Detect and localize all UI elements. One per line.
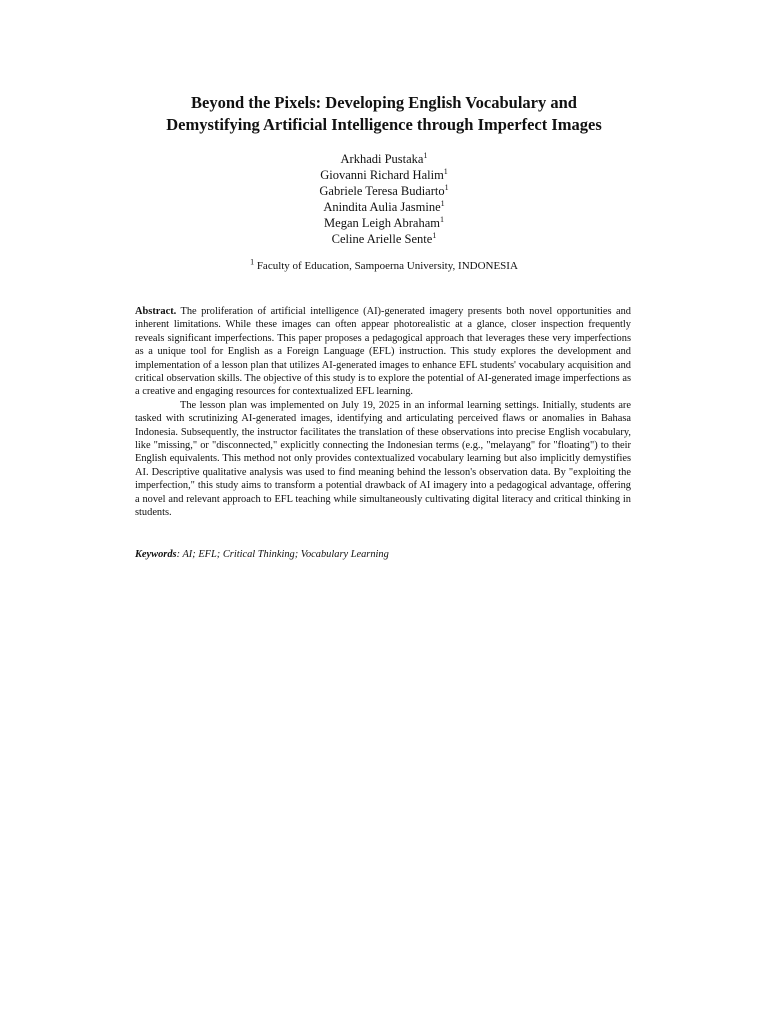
keywords-text: : AI; EFL; Critical Thinking; Vocabulary Learning xyxy=(176,549,389,560)
abstract-label: Abstract. xyxy=(135,306,177,317)
author-name: Celine Arielle Sente xyxy=(331,232,433,246)
author-name: Giovanni Richard Halim xyxy=(320,168,444,182)
paper-title-line-1: Beyond the Pixels: Developing English Vocabulary and xyxy=(191,93,577,112)
abstract xyxy=(135,305,631,520)
author-affiliation-mark: 1 xyxy=(432,230,437,240)
author-item xyxy=(180,215,588,231)
paper-title xyxy=(100,92,668,136)
author-name: Anindita Aulia Jasmine xyxy=(323,200,441,214)
author-name: Arkhadi Pustaka xyxy=(340,152,424,166)
abstract-paragraph-2: The lesson plan was implemented on July 19, 2025 in an informal learning settings. Initially, students are tasked with scrutinizing AI-generated images, identifying and articulating perceived flaws or anomalies in Bahasa Indonesia. Subsequently, the instructor facilitates the translation of these observations into precise English vocabulary, like "missing," or "disconnected," explicitly connecting the Indonesian terms (e.g., "melayang" for "floating") to their English equivalents. This method not only provides contextualized vocabulary learning but also implicitly demystifies AI. Descriptive qualitative analysis was used to find meaning behind the lesson's observation data. By "exploiting the imperfection," this study aims to transform a potential drawback of AI imagery into a pedagogical advantage, offering a novel and relevant approach to EFL teaching while simultaneously cultivating digital literacy and critical thinking in students. xyxy=(135,399,631,519)
author-name: Gabriele Teresa Budiarto xyxy=(319,184,445,198)
affiliation xyxy=(150,259,618,273)
author-affiliation-mark: 1 xyxy=(444,182,449,192)
author-item xyxy=(180,183,588,199)
author-item xyxy=(180,151,588,167)
affiliation-text: Faculty of Education, Sampoerna University, INDONESIA xyxy=(254,260,518,272)
keywords-label: Keywords xyxy=(135,549,177,560)
author-item xyxy=(180,167,588,183)
affiliation-mark: 1 xyxy=(250,257,255,267)
author-affiliation-mark: 1 xyxy=(440,198,445,208)
paper-title-line-2: Demystifying Artificial Intelligence through Imperfect Images xyxy=(166,115,602,134)
author-item xyxy=(180,231,588,247)
abstract-paragraph-1-text: The proliferation of artificial intelligence (AI)-generated imagery presents both novel opportunities and inherent limitations. While these images can often appear photorealistic at a glance, closer inspection frequently reveals significant imperfections. This paper proposes a pedagogical approach that leverages these very imperfections as a unique tool for English as a Foreign Language (EFL) instruction. This study explores the development and implementation of a lesson plan that utilizes AI-generated images to enhance EFL students' vocabulary acquisition and critical observation skills. The objective of this study is to explore the potential of AI-generated image imperfections as a creative and engaging resources for contextualized EFL learning. xyxy=(135,306,631,398)
abstract-paragraph-1 xyxy=(135,305,631,399)
author-affiliation-mark: 1 xyxy=(439,214,444,224)
author-affiliation-mark: 1 xyxy=(443,166,448,176)
author-list xyxy=(180,151,588,247)
keywords xyxy=(135,548,631,561)
author-item xyxy=(180,199,588,215)
author-affiliation-mark: 1 xyxy=(423,150,428,160)
author-name: Megan Leigh Abraham xyxy=(324,216,440,230)
